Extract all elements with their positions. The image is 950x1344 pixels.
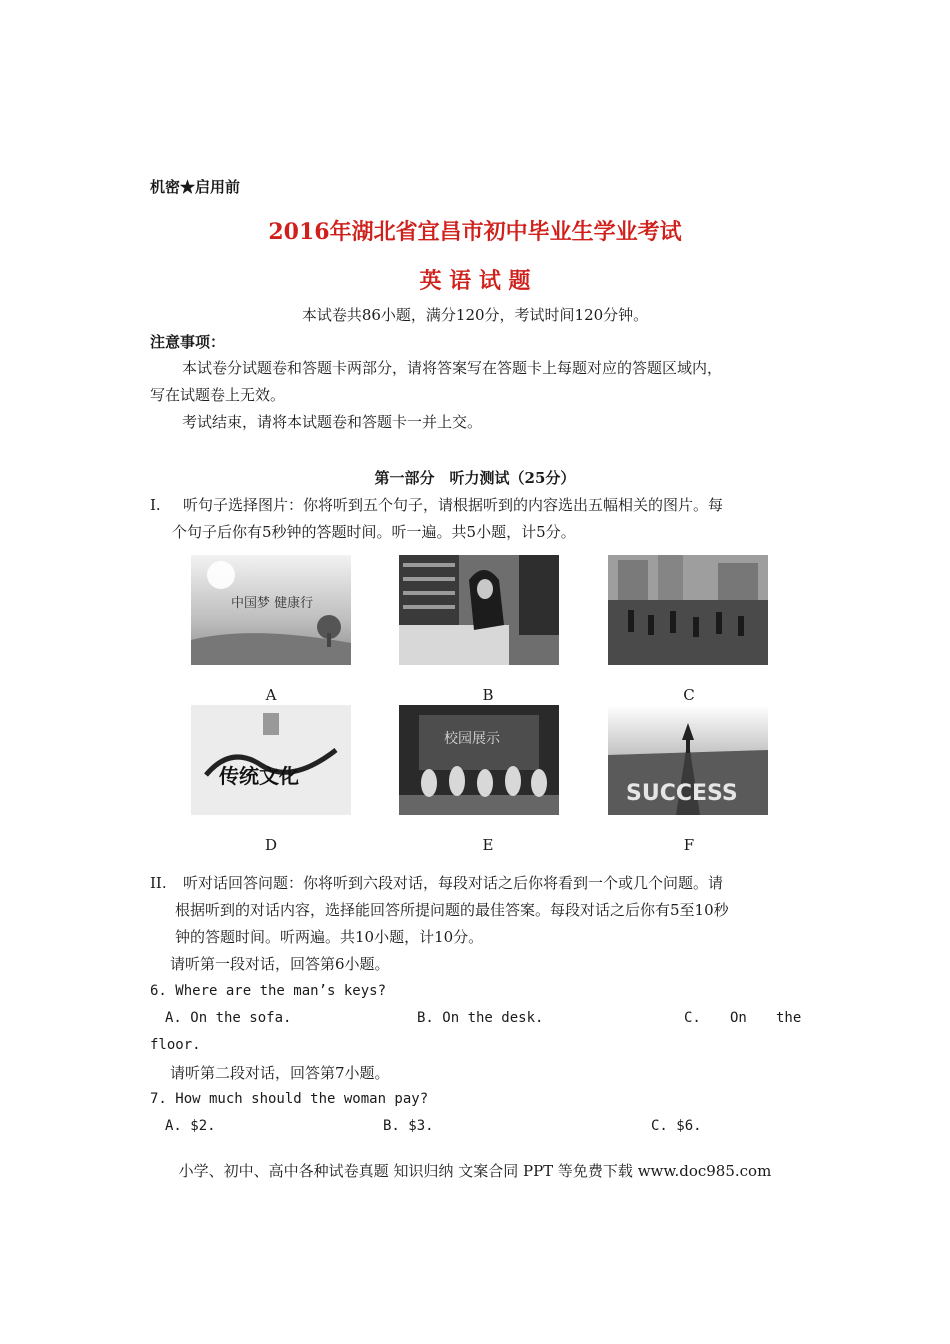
q6-option-c: the	[776, 1010, 802, 1026]
notice-line: 写在试题卷上无效。	[150, 386, 286, 404]
notice-heading: 注意事项：	[150, 333, 226, 351]
picture-f-text: SUCCESS	[626, 781, 738, 806]
picture-e	[399, 705, 559, 815]
picture-b	[399, 555, 559, 665]
q6-option-c: floor.	[150, 1037, 201, 1053]
picture-d-text: 传统文化	[219, 764, 299, 788]
secret-label: 机密★启用前	[150, 178, 241, 196]
dialog-instruction: 请听第一段对话，回答第6小题。	[170, 955, 390, 973]
footer-text: 小学、初中、高中各种试卷真题 知识归纳 文案合同 PPT 等免费下载 www.doc985.com	[178, 1162, 772, 1180]
picture-label: C	[683, 686, 695, 704]
question-6: 6. Where are the man’s keys?	[150, 983, 387, 999]
picture-label: A	[265, 686, 277, 704]
dialog-instruction: 请听第二段对话，回答第7小题。	[170, 1064, 390, 1082]
section2-number: II.	[150, 874, 167, 892]
q7-option-b: B. $3.	[383, 1118, 434, 1134]
picture-a-text: 中国梦 健康行	[231, 596, 314, 611]
notice-line: 本试卷分试题卷和答题卡两部分，请将答案写在答题卡上每题对应的答题区域内，	[182, 359, 723, 377]
section1-number: Ⅰ.	[150, 496, 161, 514]
picture-e-text: 校园展示	[444, 731, 500, 747]
section1-instruction: 个句子后你有5秒钟的答题时间。听一遍。共5小题，计5分。	[172, 523, 576, 541]
section1-instruction: 听句子选择图片：你将听到五个句子，请根据听到的内容选出五幅相关的图片。每	[183, 496, 724, 514]
picture-label: B	[482, 686, 494, 704]
q6-option-a: A. On the sofa.	[165, 1010, 292, 1026]
picture-c	[608, 555, 768, 665]
q6-option-c: C.	[684, 1010, 701, 1026]
exam-info: 本试卷共86小题，满分120分，考试时间120分钟。	[301, 306, 649, 324]
part1-heading: 第一部分 听力测试（25分）	[374, 469, 576, 487]
q7-option-c: C. $6.	[651, 1118, 702, 1134]
q6-option-c: On	[730, 1010, 747, 1026]
section2-instruction: 根据听到的对话内容，选择能回答所提问题的最佳答案。每段对话之后你有5至10秒	[175, 901, 729, 919]
exam-title: 2016年湖北省宜昌市初中毕业生学业考试	[268, 219, 682, 245]
picture-label: E	[482, 836, 494, 854]
picture-d	[191, 705, 351, 815]
section2-instruction: 听对话回答问题：你将听到六段对话，每段对话之后你将看到一个或几个问题。请	[183, 874, 724, 892]
q6-option-b: B. On the desk.	[417, 1010, 544, 1026]
q7-option-a: A. $2.	[165, 1118, 216, 1134]
picture-f	[608, 705, 768, 815]
question-7: 7. How much should the woman pay?	[150, 1091, 429, 1107]
picture-label: F	[683, 836, 695, 854]
notice-line: 考试结束，请将本试题卷和答题卡一并上交。	[182, 413, 483, 431]
picture-label: D	[264, 836, 278, 854]
subject-title: 英 语 试 题	[419, 268, 531, 294]
section2-instruction: 钟的答题时间。听两遍。共10小题，计10分。	[175, 928, 484, 946]
picture-a	[191, 555, 351, 665]
